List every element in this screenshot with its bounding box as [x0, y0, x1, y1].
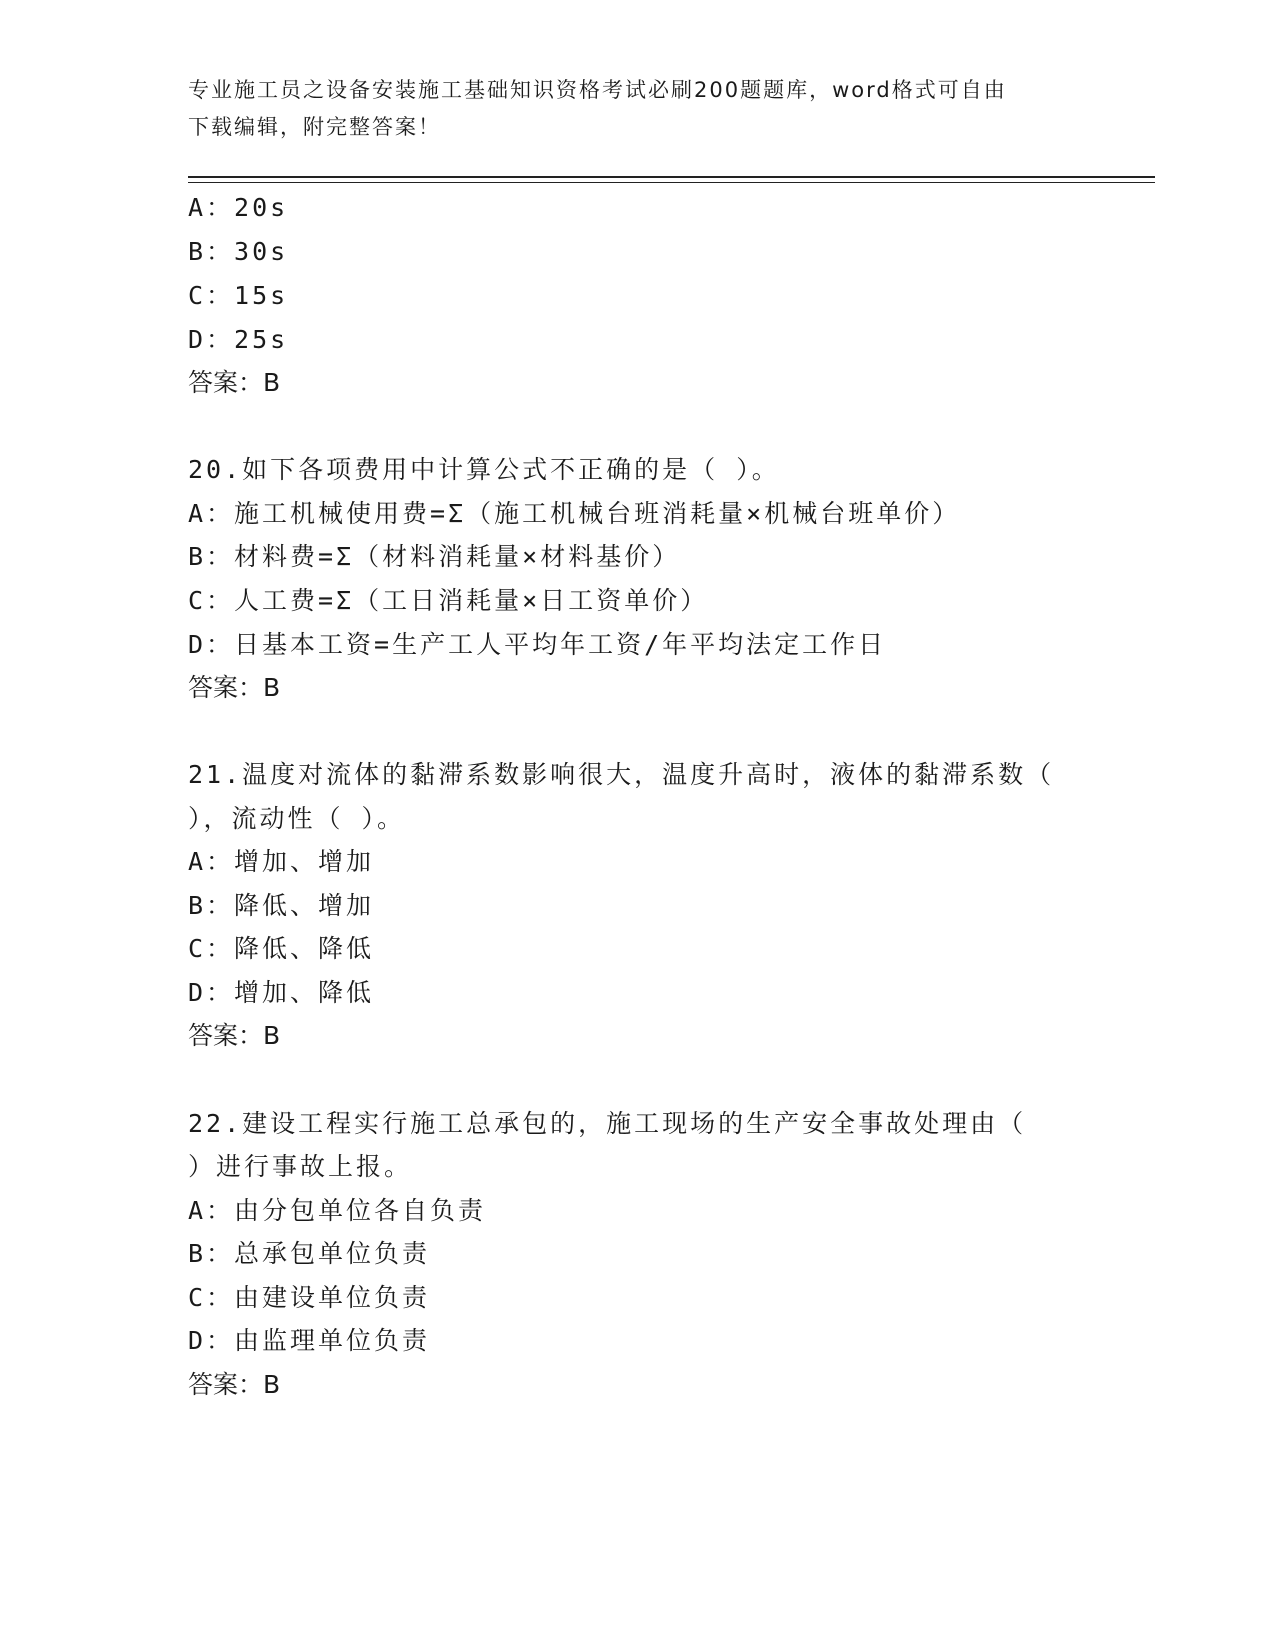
header-line-1: 专业施工员之设备安装施工基础知识资格考试必刷200题题库，word格式可自由 [188, 78, 1007, 102]
q20-option-d: D：日基本工资=生产工人平均年工资/年平均法定工作日 [188, 630, 887, 659]
q22-option-c: C：由建设单位负责 [188, 1283, 431, 1312]
q22-option-a: A：由分包单位各自负责 [188, 1196, 487, 1225]
q21-answer: 答案：B [188, 1021, 281, 1050]
q19-option-a: A：20s [188, 193, 289, 222]
q21-stem-line-1: 21.温度对流体的黏滞系数影响很大，温度升高时，液体的黏滞系数（ [188, 760, 1055, 789]
q21-option-c: C：降低、降低 [188, 934, 375, 963]
q19-option-c: C：15s [188, 281, 289, 310]
q22-option-b: B：总承包单位负责 [188, 1239, 431, 1268]
header-line-2: 下载编辑，附完整答案！ [188, 115, 441, 139]
q22-option-d: D：由监理单位负责 [188, 1326, 431, 1355]
q19-option-b: B：30s [188, 237, 289, 266]
q20-answer: 答案：B [188, 673, 281, 702]
q19-answer: 答案：B [188, 368, 281, 397]
q20-stem: 20.如下各项费用中计算公式不正确的是（ ）。 [188, 455, 780, 484]
q21-option-a: A：增加、增加 [188, 847, 375, 876]
q22-stem-line-1: 22.建设工程实行施工总承包的，施工现场的生产安全事故处理由（ [188, 1109, 1027, 1138]
q21-stem-line-2: ），流动性（ ）。 [188, 804, 406, 833]
q19-option-d: D：25s [188, 325, 289, 354]
q22-answer: 答案：B [188, 1370, 281, 1399]
header-divider-thin [188, 182, 1155, 183]
q21-option-d: D：增加、降低 [188, 978, 375, 1007]
q20-option-b: B：材料费=Σ（材料消耗量×材料基价） [188, 542, 681, 571]
q22-stem-line-2: ）进行事故上报。 [188, 1152, 413, 1181]
q20-option-a: A：施工机械使用费=Σ（施工机械台班消耗量×机械台班单价） [188, 499, 961, 528]
q21-option-b: B：降低、增加 [188, 891, 375, 920]
q20-option-c: C：人工费=Σ（工日消耗量×日工资单价） [188, 586, 709, 615]
document-header [188, 72, 1088, 146]
header-divider-thick [188, 176, 1155, 178]
